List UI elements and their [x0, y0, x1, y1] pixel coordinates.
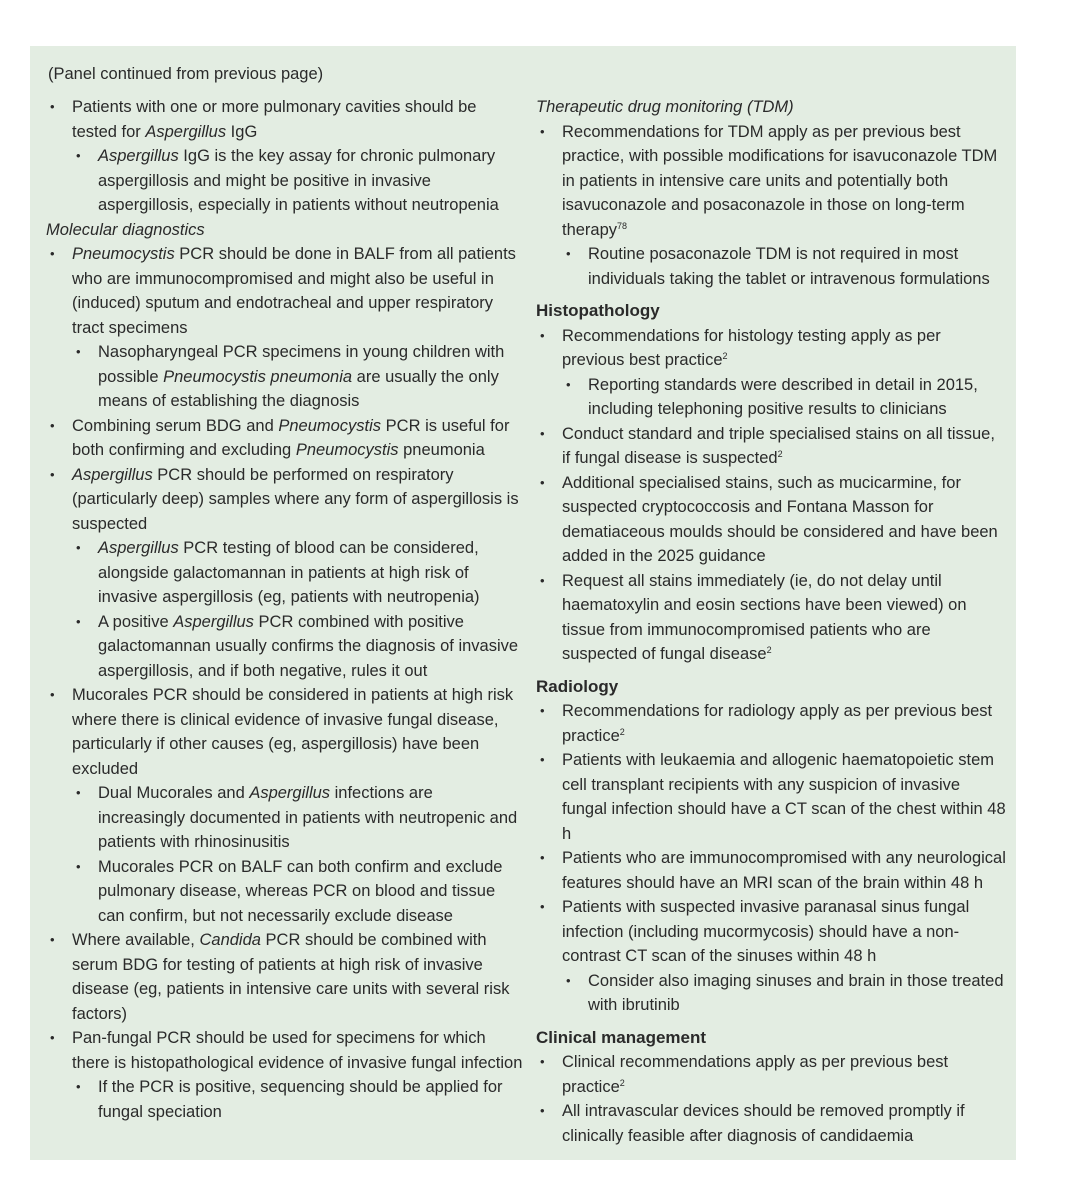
histopathology-heading: Histopathology [536, 301, 660, 320]
guidance-panel [30, 46, 1016, 1160]
list-item: • Patients who are immunocompromised with any neurological features should have an MRI scan of the brain within 48 h [536, 846, 1006, 895]
intro-list [46, 95, 524, 218]
list-item: • Patients with one or more pulmonary cavities should be tested for Aspergillus IgG • Aspergillus IgG is the key assay for chronic pulmonary aspergillosis and might be positive in invasive aspergillosis, especially in patients without neutropenia [46, 95, 524, 218]
list-item: • All intravascular devices should be removed promptly if clinically feasible after diagnosis of candidaemia [536, 1099, 1006, 1148]
list-item: • Nasopharyngeal PCR specimens in young children with possible Pneumocystis pneumonia are usually the only means of establishing the diagnosis [72, 340, 524, 414]
list-item: • Aspergillus PCR should be performed on respiratory (particularly deep) samples where any form of aspergillosis is suspected • Aspergillus PCR testing of blood can be considered, alongside galactomannan in patients at high risk of invasive aspergillosis (eg, patients with neutropenia) • A positive Aspergillus PCR combined with positive galactomannan usually confirms the diagnosis of invasive aspergillosis, and if both negative, rules it out [46, 463, 524, 684]
tdm-heading: Therapeutic drug monitoring (TDM) [536, 98, 794, 116]
clinical-management-list [536, 1050, 1006, 1148]
list-item: • Clinical recommendations apply as per previous best practice$^2$ [536, 1050, 1006, 1099]
list-item: • If the PCR is positive, sequencing should be applied for fungal speciation [72, 1075, 524, 1124]
left-column [46, 95, 524, 1124]
list-item: • Patients with suspected invasive paranasal sinus fungal infection (including mucormycosis) should have a non-contrast CT scan of the sinuses within 48 h • Consider also imaging sinuses and brain in those treated with ibrutinib [536, 895, 1006, 1018]
list-item: • Pan-fungal PCR should be used for specimens for which there is histopathological evidence of invasive fungal infection • If the PCR is positive, sequencing should be applied for fungal speciation [46, 1026, 524, 1124]
list-item: • Conduct standard and triple specialised stains on all tissue, if fungal disease is suspected$^2$ [536, 422, 1006, 471]
list-item: • Combining serum BDG and Pneumocystis PCR is useful for both confirming and excluding Pneumocystis pneumonia [46, 414, 524, 463]
molecular-diagnostics-heading: Molecular diagnostics [46, 220, 205, 239]
panel-continued-label: (Panel continued from previous page) [48, 65, 324, 83]
list-item: • Dual Mucorales and Aspergillus infections are increasingly documented in patients with neutropenic and patients with rhinosinusitis [72, 781, 524, 855]
list-item: • Mucorales PCR should be considered in patients at high risk where there is clinical evidence of invasive fungal disease, particularly if other causes (eg, aspergillosis) have been excluded • Dual Mucorales and Aspergillus infections are increasingly documented in patients with neutropenic and patients with rhinosinusitis • Mucorales PCR on BALF can both confirm and exclude pulmonary disease, whereas PCR on blood and tissue can confirm, but not necessarily exclude disease [46, 683, 524, 928]
list-item: • Recommendations for TDM apply as per previous best practice, with possible modifications for isavuconazole TDM in patients in intensive care units and potentially both isavuconazole and posaconazole in those on long-term therapy$^{78}$ • Routine posaconazole TDM is not required in most individuals taking the tablet or intravenous formulations [536, 120, 1006, 292]
list-item: • Consider also imaging sinuses and brain in those treated with ibrutinib [562, 969, 1006, 1018]
clinical-management-heading: Clinical management [536, 1027, 707, 1047]
list-item: • Patients with leukaemia and allogenic haematopoietic stem cell transplant recipients with any suspicion of invasive fungal infection should have a CT scan of the chest within 48 h [536, 748, 1006, 846]
list-item: • Reporting standards were described in detail in 2015, including telephoning positive results to clinicians [562, 373, 1006, 422]
radiology-heading: Radiology [536, 676, 619, 696]
list-item: • Recommendations for histology testing apply as per previous best practice$^2$ • Reporting standards were described in detail in 2015, including telephoning positive results to clinicians [536, 324, 1006, 422]
histopathology-list [536, 324, 1006, 667]
radiology-list [536, 699, 1006, 1018]
list-item: • Recommendations for radiology apply as per previous best practice$^2$ [536, 699, 1006, 748]
list-item: • Mucorales PCR on BALF can both confirm and exclude pulmonary disease, whereas PCR on blood and tissue can confirm, but not necessarily exclude disease [72, 855, 524, 929]
list-item: • Additional specialised stains, such as mucicarmine, for suspected cryptococcosis and Fontana Masson for dematiaceous moulds should be considered and have been added in the 2025 guidance [536, 471, 1006, 569]
molecular-list [46, 242, 524, 1124]
list-item: • Where available, Candida PCR should be combined with serum BDG for testing of patients at high risk of invasive disease (eg, patients in intensive care units with several risk factors) [46, 928, 524, 1026]
tdm-list [536, 120, 1006, 292]
list-item: • Aspergillus PCR testing of blood can be considered, alongside galactomannan in patients at high risk of invasive aspergillosis (eg, patients with neutropenia) [72, 536, 524, 610]
list-item: • A positive Aspergillus PCR combined with positive galactomannan usually confirms the diagnosis of invasive aspergillosis, and if both negative, rules it out [72, 610, 524, 684]
right-column [536, 95, 1006, 1148]
list-item: • Request all stains immediately (ie, do not delay until haematoxylin and eosin sections have been viewed) on tissue from immunocompromised patients who are suspected of fungal disease$^2$ [536, 569, 1006, 667]
list-item: • Pneumocystis PCR should be done in BALF from all patients who are immunocompromised and might also be useful in (induced) sputum and endotracheal and upper respiratory tract specimens • Nasopharyngeal PCR specimens in young children with possible Pneumocystis pneumonia are usually the only means of establishing the diagnosis [46, 242, 524, 414]
list-item: • Routine posaconazole TDM is not required in most individuals taking the tablet or intravenous formulations [562, 242, 1006, 291]
list-item: • Aspergillus IgG is the key assay for chronic pulmonary aspergillosis and might be positive in invasive aspergillosis, especially in patients without neutropenia [72, 144, 524, 218]
